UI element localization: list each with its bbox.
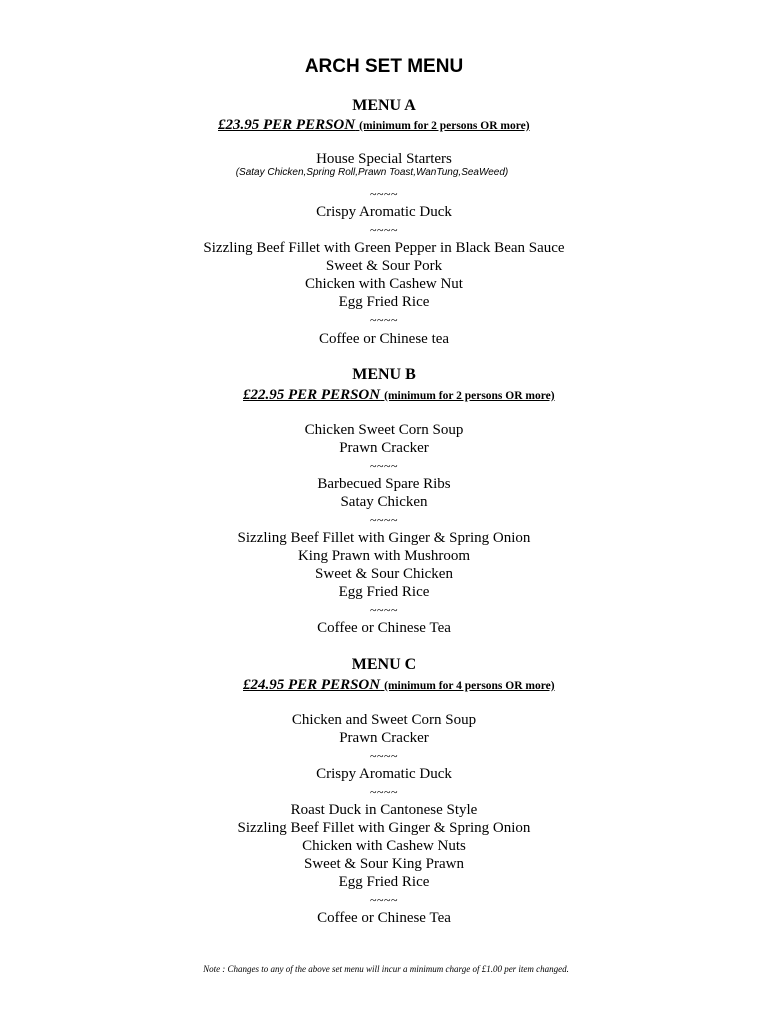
menu-a-price-line [218, 117, 530, 133]
menu-b-item: King Prawn with Mushroom [297, 548, 471, 564]
menu-c-price: £24.95 PER PERSON [243, 677, 381, 693]
footer-note: Note : Changes to any of the above set menu will incur a minimum charge of £1.00 per item changed. [203, 964, 569, 974]
menu-b-item: Coffee or Chinese Tea [317, 620, 451, 636]
menu-b-item: Egg Fried Rice [338, 584, 430, 600]
menu-a-item: Egg Fried Rice [338, 294, 430, 310]
menu-c-heading: MENU C [351, 656, 417, 673]
menu-b-separator: ~~~~ [370, 459, 398, 473]
menu-a-heading: MENU A [352, 97, 416, 114]
menu-b-item: Prawn Cracker [339, 440, 429, 456]
menu-a-item: House Special Starters [316, 151, 452, 167]
menu-b-heading: MENU B [352, 366, 416, 383]
menu-c-item: Coffee or Chinese Tea [317, 910, 451, 926]
menu-a-item: Crispy Aromatic Duck [316, 204, 452, 220]
menu-c-item: Egg Fried Rice [338, 874, 430, 890]
menu-c-price-line [243, 677, 555, 693]
menu-c-separator: ~~~~ [370, 893, 398, 907]
menu-c-item: Crispy Aromatic Duck [316, 766, 452, 782]
menu-c-item: Sizzling Beef Fillet with Ginger & Spring Onion [237, 820, 531, 836]
menu-b-price-line [243, 387, 555, 403]
menu-c-separator: ~~~~ [370, 785, 398, 799]
menu-b-item: Chicken Sweet Corn Soup [304, 422, 464, 438]
menu-a-item: Coffee or Chinese tea [318, 331, 450, 347]
menu-a-item: Sizzling Beef Fillet with Green Pepper in Black Bean Sauce [203, 240, 565, 256]
menu-c-minimum: (minimum for 4 persons OR more) [384, 680, 555, 692]
menu-b-separator: ~~~~ [370, 513, 398, 527]
menu-c-item: Chicken with Cashew Nuts [302, 838, 466, 854]
menu-b-item: Sweet & Sour Chicken [315, 566, 453, 582]
menu-c-item: Sweet & Sour King Prawn [304, 856, 464, 872]
menu-b-item: Sizzling Beef Fillet with Ginger & Spring Onion [237, 530, 531, 546]
menu-a-item: Sweet & Sour Pork [325, 258, 443, 274]
menu-c-item: Chicken and Sweet Corn Soup [291, 712, 477, 728]
menu-c-item: Prawn Cracker [339, 730, 429, 746]
menu-a-separator: ~~~~ [370, 223, 398, 237]
menu-b-minimum: (minimum for 2 persons OR more) [384, 390, 555, 402]
menu-a-price: £23.95 PER PERSON [218, 117, 356, 133]
menu-a-minimum: (minimum for 2 persons OR more) [359, 120, 530, 132]
menu-a-separator: ~~~~ [370, 187, 398, 201]
menu-b-separator: ~~~~ [370, 603, 398, 617]
menu-b-item: Barbecued Spare Ribs [317, 476, 451, 492]
menu-a-item: Chicken with Cashew Nut [305, 276, 463, 292]
menu-a-starters-detail: (Satay Chicken,Spring Roll,Prawn Toast,WanTung,SeaWeed) [235, 167, 509, 178]
page-title: ARCH SET MENU [304, 56, 464, 77]
menu-a-separator: ~~~~ [370, 313, 398, 327]
menu-b-price: £22.95 PER PERSON [243, 387, 381, 403]
menu-c-separator: ~~~~ [370, 749, 398, 763]
menu-b-item: Satay Chicken [340, 494, 428, 510]
menu-c-item: Roast Duck in Cantonese Style [290, 802, 478, 818]
